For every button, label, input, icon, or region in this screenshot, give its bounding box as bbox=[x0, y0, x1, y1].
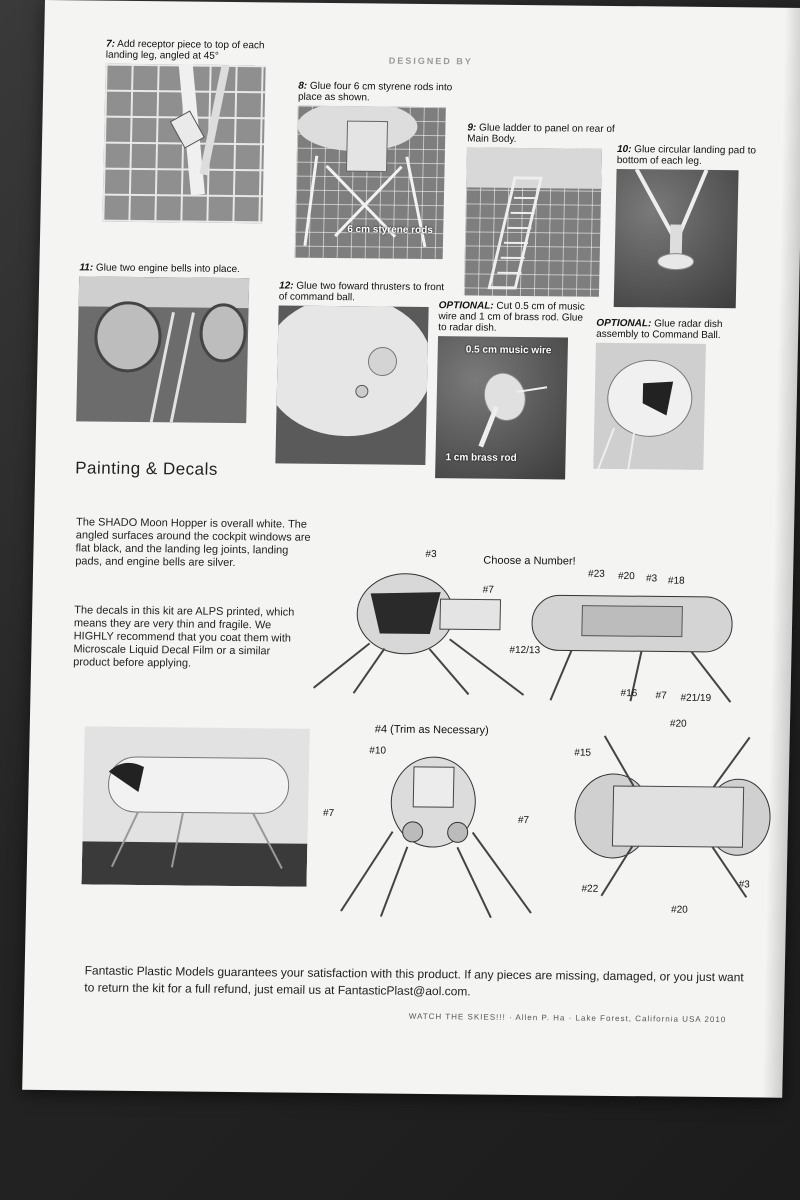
callout-side-23: #23 bbox=[587, 568, 605, 580]
rear-view-drawing bbox=[331, 751, 545, 923]
painting-paragraph: The SHADO Moon Hopper is overall white. The angled surfaces around the cockpit windows are flat black, and the landing leg joints, landing pads, and engine bells are silver. bbox=[75, 516, 311, 569]
guarantee-text: Fantastic Plastic Models guarantees your satisfaction with this product. If any pieces are missing, damaged, or you just want to return the kit for a full refund, just email us at FantasticPlast@aol.com. bbox=[84, 963, 744, 999]
top-view-diagram bbox=[571, 731, 775, 903]
callout-side-3: #3 bbox=[645, 573, 658, 585]
brass-rod-label: 1 cm brass rod bbox=[445, 452, 517, 464]
callout-choose-number: Choose a Number! bbox=[483, 554, 576, 568]
engine-bells-drawing bbox=[76, 276, 249, 423]
callout-front-7: #7 bbox=[482, 584, 494, 596]
step-11-photo bbox=[76, 276, 249, 423]
callout-rear-10: #10 bbox=[369, 745, 387, 757]
step-9 bbox=[464, 122, 618, 297]
instruction-sheet bbox=[22, 0, 800, 1098]
callout-top-22: #22 bbox=[581, 883, 599, 895]
step-7 bbox=[102, 39, 276, 224]
painting-heading: Painting & Decals bbox=[75, 458, 219, 479]
step-9-caption: 9: Glue ladder to panel on rear of Main Body. bbox=[467, 122, 615, 145]
front-view-diagram bbox=[308, 563, 531, 705]
rear-view-diagram bbox=[331, 751, 545, 923]
callout-side-16: #16 bbox=[620, 688, 638, 700]
callout-side-20: #20 bbox=[617, 571, 635, 583]
callout-top-20: #20 bbox=[669, 718, 687, 730]
optional-radar-photo bbox=[435, 336, 568, 479]
callout-rear-7-right: #7 bbox=[517, 814, 530, 827]
music-wire-label: 0.5 cm music wire bbox=[465, 344, 552, 357]
finished-model-photo bbox=[81, 726, 309, 886]
step-12-caption: 12: Glue two foward thrusters to front of command ball. bbox=[278, 280, 445, 304]
step-optional-radar bbox=[435, 300, 589, 480]
step-7-photo bbox=[102, 64, 265, 224]
step-9-photo bbox=[464, 147, 602, 296]
top-view-drawing bbox=[571, 731, 775, 903]
step-10-photo bbox=[614, 169, 739, 308]
finished-model-drawing bbox=[81, 726, 309, 886]
step-8-caption: 8: Glue four 6 cm styrene rods into place as shown. bbox=[297, 80, 453, 104]
decals-paragraph: The decals in this kit are ALPS printed, which means they are very thin and fragile. We HIGHLY recommend that you coat them with Microscale Liquid Decal Film or a similar product before applying. bbox=[73, 604, 295, 670]
step-10 bbox=[614, 144, 757, 308]
styrene-rods-label: 6 cm styrene rods bbox=[347, 224, 433, 237]
header-fragment: DESIGNED BY bbox=[388, 55, 473, 67]
ladder-drawing bbox=[464, 147, 602, 296]
callout-front-12-13: #12/13 bbox=[509, 644, 541, 657]
step-7-caption: 7: Add receptor piece to top of each landing leg, angled at 45° bbox=[105, 38, 265, 62]
landing-leg-drawing bbox=[102, 64, 265, 224]
step-optional-assembly bbox=[593, 318, 736, 470]
callout-top-3: #3 bbox=[738, 879, 750, 891]
optional-assembly-caption: OPTIONAL: Glue radar dish assembly to Command Ball. bbox=[596, 317, 723, 342]
callout-top-15: #15 bbox=[574, 747, 592, 759]
command-ball-drawing bbox=[593, 343, 706, 470]
callout-top-20-bottom: #20 bbox=[670, 904, 688, 916]
step-8-photo bbox=[295, 106, 446, 260]
thrusters-drawing bbox=[275, 305, 428, 465]
front-view-drawing bbox=[308, 563, 531, 705]
step-10-caption: 10: Glue circular landing pad to bottom of each leg. bbox=[616, 143, 757, 167]
step-12-photo bbox=[275, 305, 428, 465]
step-8 bbox=[295, 81, 469, 260]
step-11-caption: 11: Glue two engine bells into place. bbox=[79, 262, 240, 276]
landing-pad-drawing bbox=[614, 169, 739, 308]
callout-front-3: #3 bbox=[425, 548, 437, 561]
signoff-line: WATCH THE SKIES!!! · Allen P. Ha · Lake Forest, California USA 2010 bbox=[408, 1011, 727, 1025]
callout-rear-7-left: #7 bbox=[322, 807, 335, 820]
optional-assembly-photo bbox=[593, 343, 706, 470]
optional-radar-caption: OPTIONAL: Cut 0.5 cm of music wire and 1 cm of brass rod. Glue to radar dish. bbox=[438, 300, 585, 334]
callout-rear-4: #4 (Trim as Necessary) bbox=[374, 723, 489, 737]
step-12 bbox=[275, 280, 449, 465]
callout-side-7: #7 bbox=[655, 690, 667, 702]
step-11 bbox=[76, 262, 259, 423]
styrene-rods-drawing bbox=[295, 106, 446, 260]
callout-side-18: #18 bbox=[667, 575, 685, 587]
callout-side-21-19: #21/19 bbox=[680, 692, 712, 704]
